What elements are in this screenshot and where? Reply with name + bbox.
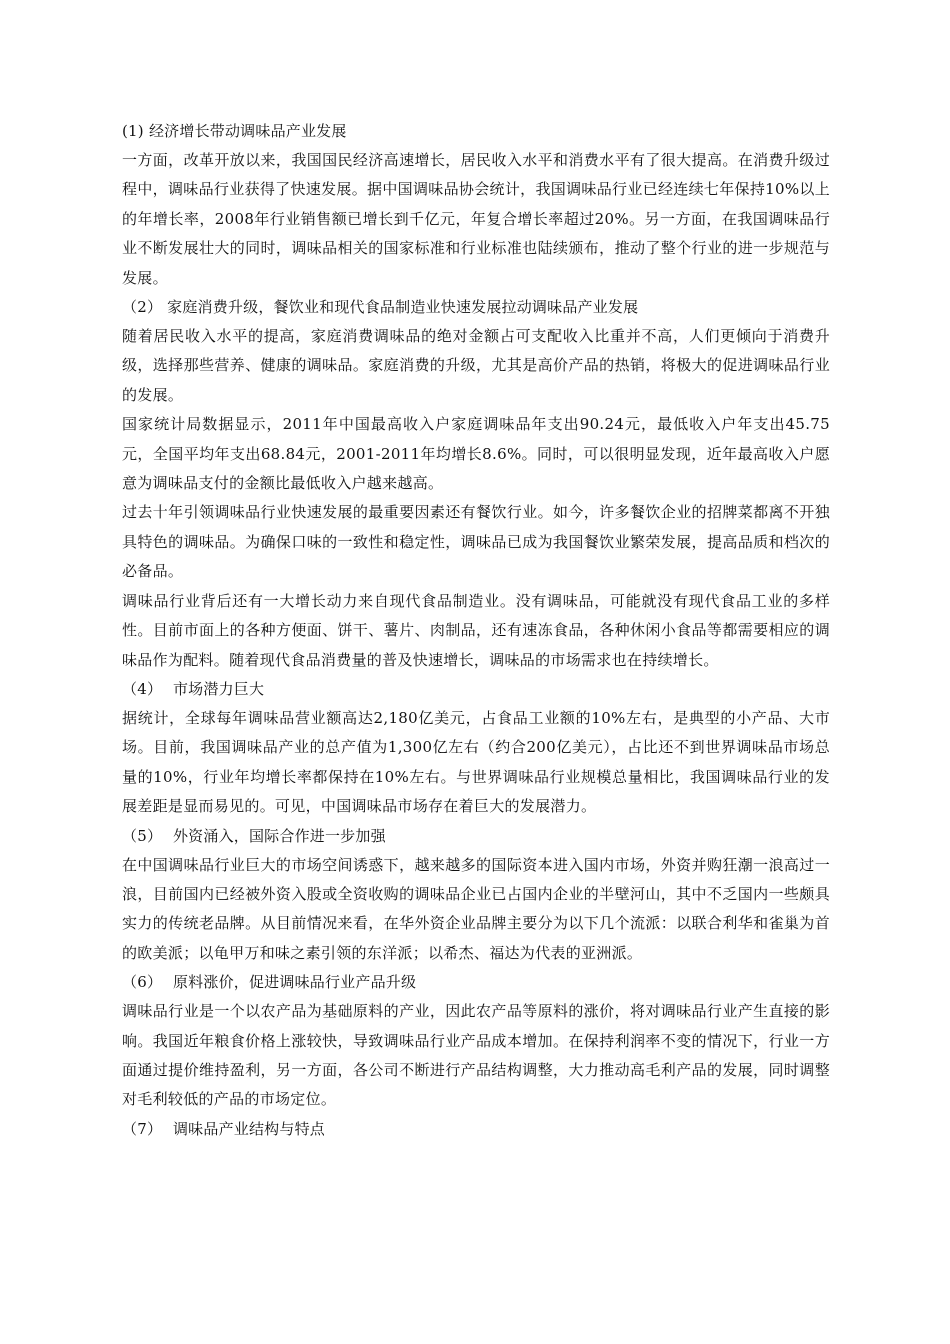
paragraph: 过去十年引领调味品行业快速发展的最重要因素还有餐饮行业。如今，许多餐饮企业的招牌菜都离不开独具特色的调味品。为确保口味的一致性和稳定性，调味品已成为我国餐饮业繁荣发展，提高品质和档次的必备品。 [122,503,830,581]
section-heading-6 [122,968,830,997]
section-number: （6） [122,973,163,992]
paragraph: 在中国调味品行业巨大的市场空间诱惑下，越来越多的国际资本进入国内市场，外资并购狂潮一浪高过一浪，目前国内已经被外资入股或全资收购的调味品企业已占国内企业的半壁河山，其中不乏国内一些颇具实力的传统老品牌。从目前情况来看，在华外资企业品牌主要分为以下几个流派：以联合利华和雀巢为首的欧美派；以龟甲万和味之素引领的东洋派；以希杰、福达为代表的亚洲派。 [122,855,830,962]
section-number: （7） [122,1119,163,1138]
paragraph: 随着居民收入水平的提高，家庭消费调味品的绝对金额占可支配收入比重并不高，人们更倾向于消费升级，选择那些营养、健康的调味品。家庭消费的升级，尤其是高价产品的热销，将极大的促进调味品行业的发展。 [122,327,830,404]
section-title: 外资涌入，国际合作进一步加强 [172,826,386,845]
paragraph: 调味品行业背后还有一大增长动力来自现代食品制造业。没有调味品，可能就没有现代食品工业的多样性。目前市面上的各种方便面、饼干、薯片、肉制品，还有速冻食品，各种休闲小食品等都需要相应的调味品作为配料。随着现代食品消费量的普及快速增长，调味品的市场需求也在持续增长。 [122,591,830,669]
section-heading-2 [122,293,830,322]
section-title: 家庭消费升级，餐饮业和现代食品制造业快速发展拉动调味品产业发展 [167,298,639,317]
section-heading-4 [122,675,830,704]
section-title: 市场潜力巨大 [172,679,265,698]
section-number: （4） [122,679,163,698]
section-number: （5） [122,826,163,845]
paragraph: 国家统计局数据显示，2011年中国最高收入户家庭调味品年支出90.24元，最低收入户年支出45.75元，全国平均年支出68.84元，2001-2011年均增长8.6%。同时，可以很明显发现，近年最高收入户愿意为调味品支付的金额比最低收入户越来越高。 [122,415,830,493]
section-title: 调味品产业结构与特点 [172,1119,325,1138]
section-heading-7 [122,1115,830,1144]
section-number: （2） [122,298,163,317]
section-heading-5 [122,822,830,851]
paragraph: 据统计，全球每年调味品营业额高达2,180亿美元，占食品工业额的10%左右，是典型的小产品、大市场。目前，我国调味品产业的总产值为1,300亿左右（约合200亿美元），占比还不到世界调味品市场总量的10%，行业年均增长率都保持在10%左右。与世界调味品行业规模总量相比，我国调味品行业的发展差距是显而易见的。可见，中国调味品市场存在着巨大的发展潜力。 [122,708,830,816]
paragraph: 调味品行业是一个以农产品为基础原料的产业，因此农产品等原料的涨价，将对调味品行业产生直接的影响。我国近年粮食价格上涨较快，导致调味品行业产品成本增加。在保持利润率不变的情况下，行业一方面通过提价维持盈利，另一方面，各公司不断进行产品结构调整，大力推动高毛利产品的发展，同时调整对毛利较低的产品的市场定位。 [122,1002,830,1109]
section-title: 原料涨价，促进调味品行业产品升级 [172,973,417,992]
section-heading-1 [122,117,830,146]
section-title: 经济增长带动调味品产业发展 [148,122,347,140]
paragraph: 一方面，改革开放以来，我国国民经济高速增长，居民收入水平和消费水平有了很大提高。在消费升级过程中，调味品行业获得了快速发展。据中国调味品协会统计，我国调味品行业已经连续七年保持10%以上的年增长率，2008年行业销售额已增长到千亿元，年复合增长率超过20%。另一方面，在我国调味品行业不断发展壮大的同时，调味品相关的国家标准和行业标准也陆续颁布，推动了整个行业的进一步规范与发展。 [122,151,830,287]
section-number: (1) [122,122,144,140]
